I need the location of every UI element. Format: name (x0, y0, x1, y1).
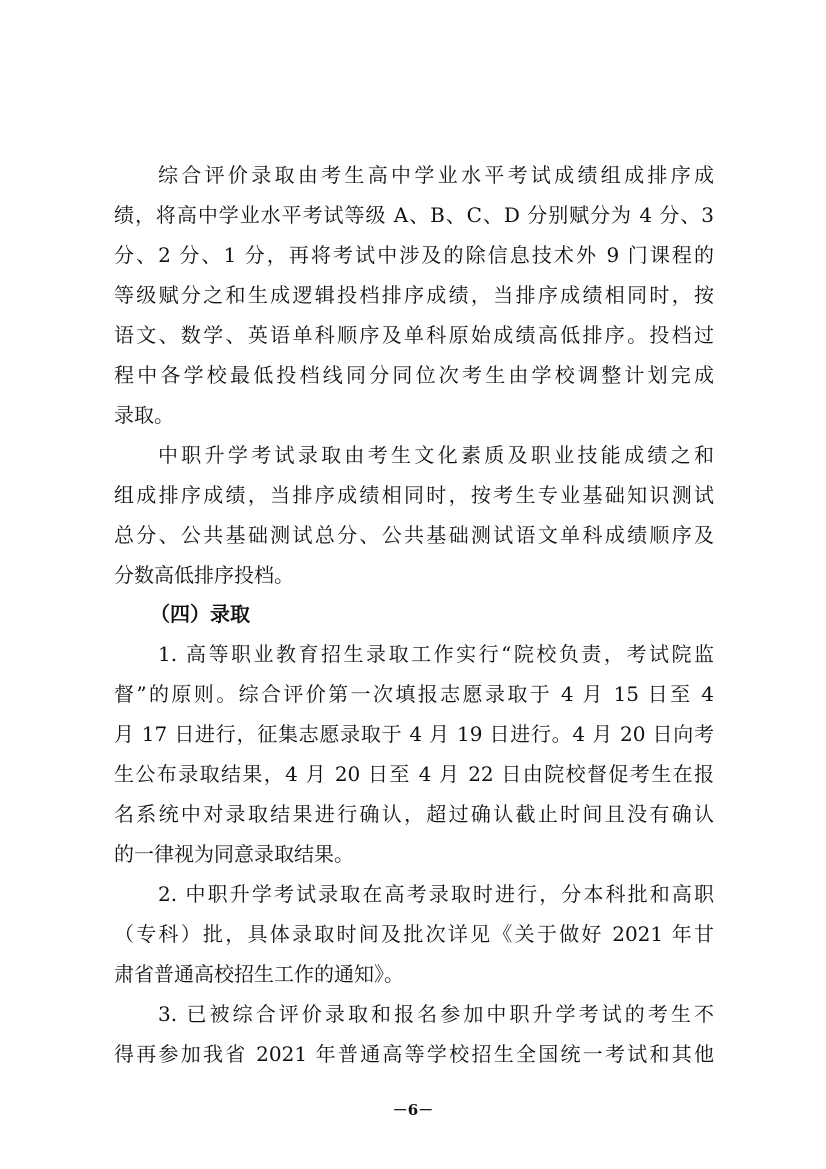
paragraph-line: 督”的原则。综合评价第一次填报志愿录取于 4 月 15 日至 4 (114, 682, 714, 706)
paragraph-line: 组成排序成绩，当排序成绩相同时，按考生专业基础知识测试 (114, 483, 714, 507)
paragraph-line: 绩，将高中学业水平考试等级 A、B、C、D 分别赋分为 4 分、3 (114, 203, 714, 227)
paragraph-line: 综合评价录取由考生高中学业水平考试成绩组成排序成 (158, 163, 714, 187)
paragraph-line: 2. 中职升学考试录取在高考录取时进行，分本科批和高职 (158, 882, 714, 906)
paragraph-line: 月 17 日进行，征集志愿录取于 4 月 19 日进行。4 月 20 日向考 (114, 722, 714, 746)
section-heading: （四）录取 (150, 602, 250, 626)
paragraph-line: 分、2 分、1 分，再将考试中涉及的除信息技术外 9 门课程的 (114, 243, 714, 267)
paragraph-line: 程中各学校最低投档线同分同位次考生由学校调整计划完成 (114, 363, 714, 387)
paragraph-line: 等级赋分之和生成逻辑投档排序成绩，当排序成绩相同时，按 (114, 283, 714, 307)
paragraph-line: 中职升学考试录取由考生文化素质及职业技能成绩之和 (158, 443, 714, 467)
paragraph-line: 肃省普通高校招生工作的通知》。 (114, 962, 404, 986)
paragraph-line: 名系统中对录取结果进行确认，超过确认截止时间且没有确认 (114, 802, 714, 826)
paragraph-line: 生公布录取结果，4 月 20 日至 4 月 22 日由院校督促考生在报 (114, 762, 714, 786)
page-number: －6－ (392, 1101, 434, 1119)
paragraph-line: 的一律视为同意录取结果。 (114, 842, 354, 866)
paragraph-line: 总分、公共基础测试总分、公共基础测试语文单科成绩顺序及 (114, 523, 714, 547)
paragraph-line: 录取。 (114, 403, 174, 427)
paragraph-line: 3. 已被综合评价录取和报名参加中职升学考试的考生不 (158, 1002, 714, 1026)
paragraph-line: （专科）批，具体录取时间及批次详见《关于做好 2021 年甘 (114, 922, 714, 946)
paragraph-line: 得再参加我省 2021 年普通高等学校招生全国统一考试和其他 (114, 1042, 714, 1066)
paragraph-line: 分数高低排序投档。 (114, 563, 294, 587)
paragraph-line: 语文、数学、英语单科顺序及单科原始成绩高低排序。投档过 (114, 323, 714, 347)
paragraph-line: 1. 高等职业教育招生录取工作实行“院校负责，考试院监 (158, 642, 714, 666)
